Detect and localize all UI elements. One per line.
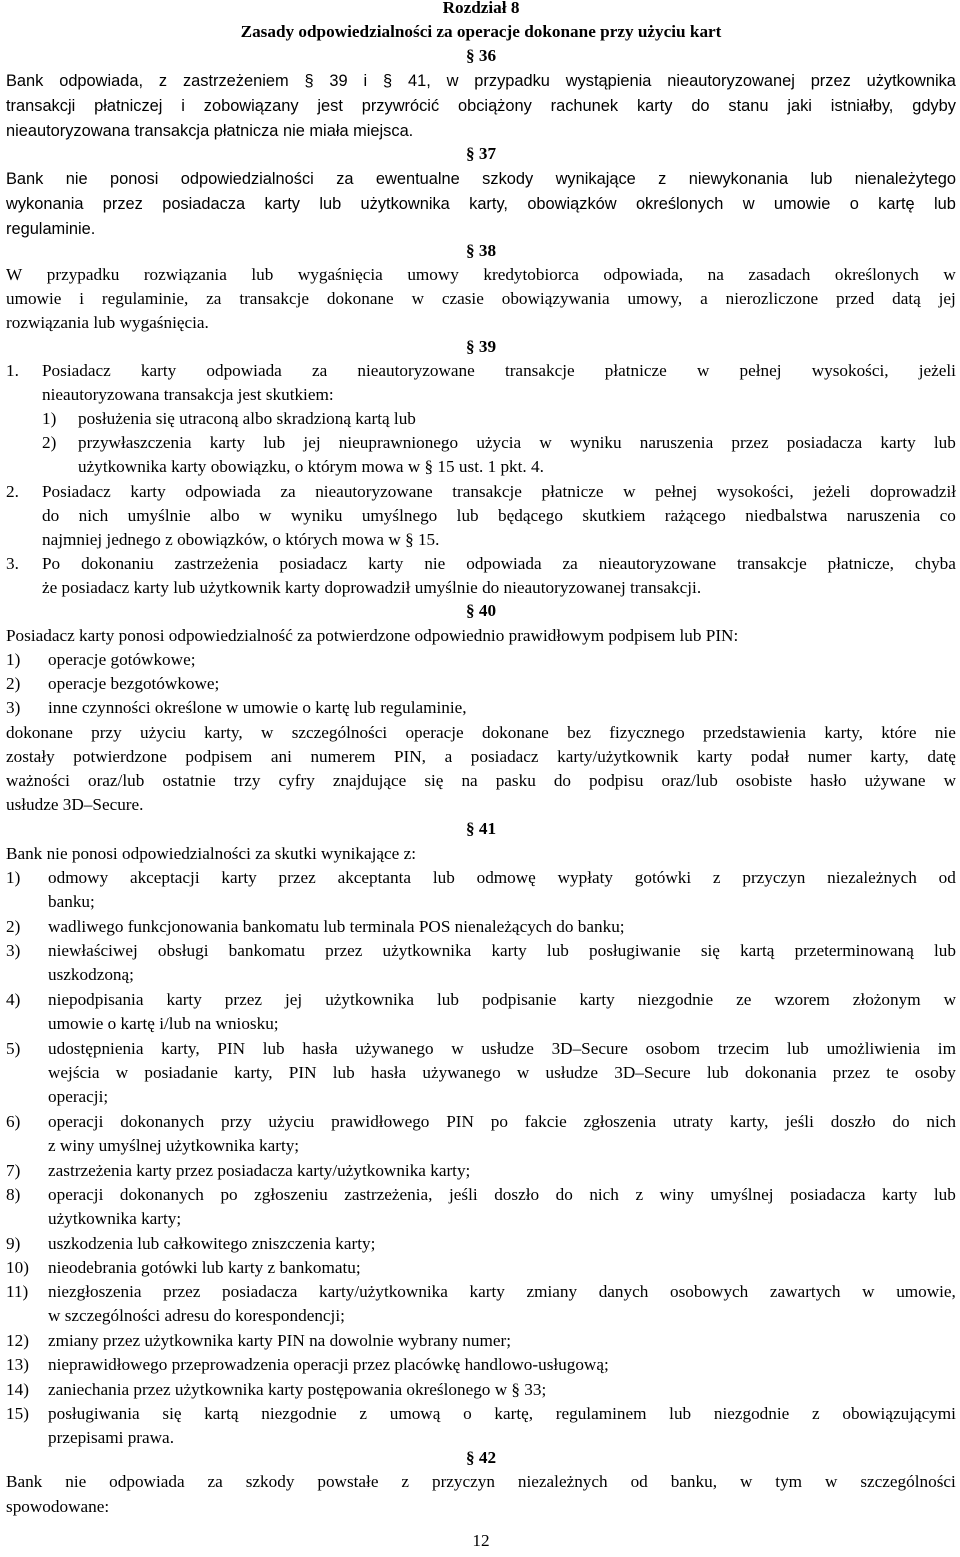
section-37-line: wykonania przez posiadacza karty lub użytkownika karty, obowiązków określonych w umowie o kartę lub bbox=[6, 195, 956, 213]
item-text: uszkodzenia lub całkowitego zniszczenia karty; bbox=[48, 1234, 376, 1253]
point-1-item-2 bbox=[42, 432, 956, 456]
section-36-heading: § 36 bbox=[465, 46, 497, 65]
item-number: 1) bbox=[42, 409, 57, 428]
section-42-heading: § 42 bbox=[465, 1448, 497, 1467]
section-41-item bbox=[6, 1233, 376, 1257]
point-number: 2. bbox=[6, 482, 19, 501]
item-number: 14) bbox=[6, 1380, 29, 1399]
section-40-outro-line: usłudze 3D–Secure. bbox=[6, 795, 144, 814]
section-41-item bbox=[6, 1354, 609, 1378]
item-number: 5) bbox=[6, 1039, 21, 1058]
item-number: 10) bbox=[6, 1258, 29, 1277]
point-1-line: nieautoryzowana transakcja jest skutkiem: bbox=[42, 385, 334, 404]
item-number: 8) bbox=[6, 1185, 21, 1204]
section-37-line: Bank nie ponosi odpowiedzialności za ewentualne szkody wynikające z niewykonania lub nienależytego bbox=[6, 170, 956, 188]
point-number: 1. bbox=[6, 361, 19, 380]
section-38-line: rozwiązania lub wygaśnięcia. bbox=[6, 313, 209, 332]
item-text: operacji dokonanych po zgłoszeniu zastrzeżenia, jeśli doszło do nich z winy umyślnej posiadacza karty lub bbox=[48, 1185, 956, 1204]
item-text: udostępnienia karty, PIN lub hasła używanego w usłudze 3D–Secure osobom trzecim lub umożliwienia im bbox=[48, 1039, 956, 1058]
item-text: niezgłoszenia przez posiadacza karty/użytkownika karty zmiany danych osobowych zawartych w umowie, bbox=[48, 1282, 956, 1301]
page-number: 12 bbox=[472, 1531, 490, 1550]
section-40-outro-line: ważności oraz/lub ostatnie trzy cyfry znajdujące się na pasku do podpisu oraz/lub osobiste hasło używane w bbox=[6, 771, 956, 790]
section-38-line: umowie i regulaminie, za transakcje dokonane w czasie obowiązywania umowy, a nierozliczone przed datą jej bbox=[6, 289, 956, 308]
item-text: banku; bbox=[48, 892, 95, 911]
item-number: 3) bbox=[6, 941, 21, 960]
item-number: 4) bbox=[6, 990, 21, 1009]
section-41-item bbox=[6, 989, 956, 1013]
section-40-intro: Posiadacz karty ponosi odpowiedzialność za potwierdzone odpowiednio prawidłowym podpisem lub PIN: bbox=[6, 626, 739, 645]
section-38-line: W przypadku rozwiązania lub wygaśnięcia umowy kredytobiorca odpowiada, na zasadach określonych w bbox=[6, 265, 956, 284]
section-37-line: regulaminie. bbox=[6, 220, 96, 238]
section-41-intro: Bank nie ponosi odpowiedzialności za skutki wynikające z: bbox=[6, 844, 417, 863]
section-41-item bbox=[6, 1403, 956, 1427]
item-text: w szczególności adresu do korespondencji; bbox=[48, 1306, 345, 1325]
chapter-subtitle: Zasady odpowiedzialności za operacje dokonane przy użyciu kart bbox=[240, 22, 722, 41]
section-41-item bbox=[6, 1160, 471, 1184]
section-41-item bbox=[6, 1111, 956, 1135]
item-text: nieprawidłowego przeprowadzenia operacji przez placówkę handlowo-usługową; bbox=[48, 1355, 609, 1374]
item-text: uszkodzoną; bbox=[48, 965, 134, 984]
item-text: przepisami prawa. bbox=[48, 1428, 174, 1447]
point-1-item-1 bbox=[42, 408, 416, 432]
item-number: 1) bbox=[6, 868, 21, 887]
section-41-item bbox=[6, 916, 625, 940]
point-number: 3. bbox=[6, 554, 19, 573]
section-sign-icon: § bbox=[465, 46, 479, 65]
item-text: niewłaściwej obsługi bankomatu przez użytkownika karty lub posługiwanie się kartą przeterminowaną lub bbox=[48, 941, 956, 960]
section-41-heading: § 41 bbox=[465, 819, 497, 838]
item-number: 11) bbox=[6, 1282, 29, 1301]
section-42-line: Bank nie odpowiada za szkody powstałe z przyczyn niezależnych od banku, w tym w szczególności bbox=[6, 1472, 956, 1491]
section-39-point-3 bbox=[6, 553, 956, 577]
point-2-line: do nich umyślnie albo w wyniku umyślnego lub będącego skutkiem rażącego niedbalstwa naruszenia co bbox=[42, 506, 956, 525]
section-36-line: nieautoryzowana transakcja płatnicza nie miała miejsca. bbox=[6, 122, 414, 140]
item-number: 6) bbox=[6, 1112, 21, 1131]
section-41-item bbox=[6, 1379, 547, 1403]
chapter-title: Rozdział 8 bbox=[442, 0, 520, 17]
section-40-heading: § 40 bbox=[465, 601, 497, 620]
point-1-line: Posiadacz karty odpowiada za nieautoryzowane transakcje płatnicze w pełnej wysokości, jeżeli bbox=[42, 361, 956, 380]
item-number: 2) bbox=[42, 433, 57, 452]
item-text: zmiany przez użytkownika karty PIN na dowolnie wybrany numer; bbox=[48, 1331, 511, 1350]
section-42-line: spowodowane: bbox=[6, 1497, 110, 1516]
section-40-outro-line: dokonane przy użyciu karty, w szczególności operacje dokonane bez fizycznego przedstawienia karty, które nie bbox=[6, 723, 956, 742]
item-text: odmowy akceptacji karty przez akceptanta lub odmowę wypłaty gotówki z przyczyn niezależnych od bbox=[48, 868, 956, 887]
section-41-item bbox=[6, 940, 956, 964]
item-number: 2) bbox=[6, 917, 21, 936]
section-36-line: transakcji płatniczej i zobowiązany jest przywrócić obciążony rachunek karty do stanu jaki istniałby, gdyby bbox=[6, 97, 956, 115]
item-text: z winy umyślnej użytkownika karty; bbox=[48, 1136, 300, 1155]
item-text: wadliwego funkcjonowania bankomatu lub terminala POS nienależących do banku; bbox=[48, 917, 625, 936]
point-2-line: najmniej jednego z obowiązków, o których mowa w § 15. bbox=[42, 530, 440, 549]
item-text: umowie o kartę i/lub na wniosku; bbox=[48, 1014, 279, 1033]
section-39-point-1 bbox=[6, 360, 956, 384]
item-text: nieodebrania gotówki lub karty z bankomatu; bbox=[48, 1258, 361, 1277]
point-3-line: Po dokonaniu zastrzeżenia posiadacz karty nie odpowiada za nieautoryzowane transakcje płatnicze, chyba bbox=[42, 554, 956, 573]
item-number: 13) bbox=[6, 1355, 29, 1374]
item-number: 9) bbox=[6, 1234, 21, 1253]
item-number: 12) bbox=[6, 1331, 29, 1350]
item-text-continued: użytkownika karty obowiązku, o którym mowa w § 15 ust. 1 pkt. 4. bbox=[78, 457, 544, 476]
point-3-line: że posiadacz karty lub użytkownik karty doprowadził umyślnie do nieautoryzowanej transakcji. bbox=[42, 578, 702, 597]
item-number: 7) bbox=[6, 1161, 21, 1180]
item-text: użytkownika karty; bbox=[48, 1209, 182, 1228]
item-text: posłużenia się utraconą albo skradzioną kartą lub bbox=[78, 409, 416, 428]
item-text: przywłaszczenia karty lub jej nieuprawnionego użycia w wyniku naruszenia przez posiadacza karty lub bbox=[78, 433, 956, 452]
section-41-item bbox=[6, 867, 956, 891]
item-number: 15) bbox=[6, 1404, 29, 1423]
item-text: wejścia w posiadanie karty, PIN lub hasła używanego w usłudze 3D–Secure lub dokonania przez te osoby bbox=[48, 1063, 956, 1082]
section-41-item bbox=[6, 1038, 956, 1062]
section-40-item: 1) operacje gotówkowe; bbox=[6, 650, 196, 669]
section-36-line: Bank odpowiada, z zastrzeżeniem § 39 i § 41, w przypadku wystąpienia nieautoryzowanej przez użytkownika bbox=[6, 72, 956, 90]
section-41-item bbox=[6, 1281, 956, 1305]
item-text: posługiwania się kartą niezgodnie z umową o kartę, regulaminem lub niezgodnie z obowiązującymi bbox=[48, 1404, 956, 1423]
section-37-heading: § 37 bbox=[465, 144, 497, 163]
section-40-item: 3) inne czynności określone w umowie o kartę lub regulaminie, bbox=[6, 698, 467, 717]
section-39-heading: § 39 bbox=[465, 337, 497, 356]
item-text: zaniechania przez użytkownika karty postępowania określonego w § 33; bbox=[48, 1380, 547, 1399]
item-text: operacji dokonanych przy użyciu prawidłowego PIN po fakcie zgłoszenia utraty karty, jeśli doszło do nich bbox=[48, 1112, 956, 1131]
item-text: zastrzeżenia karty przez posiadacza karty/użytkownika karty; bbox=[48, 1161, 471, 1180]
section-40-outro-line: zostały potwierdzone podpisem ani numerem PIN, a posiadacz karty/użytkownik karty podał numer karty, datę bbox=[6, 747, 956, 766]
item-text: niepodpisania karty przez jej użytkownika lub podpisanie karty niezgodnie ze wzorem złożonym w bbox=[48, 990, 956, 1009]
section-41-item bbox=[6, 1184, 956, 1208]
section-41-item bbox=[6, 1257, 361, 1281]
section-38-heading: § 38 bbox=[465, 241, 497, 260]
section-39-point-2 bbox=[6, 481, 956, 505]
item-text: operacji; bbox=[48, 1087, 109, 1106]
section-41-item bbox=[6, 1330, 511, 1354]
section-40-item: 2) operacje bezgotówkowe; bbox=[6, 674, 220, 693]
point-2-line: Posiadacz karty odpowiada za nieautoryzowane transakcje płatnicze w pełnej wysokości, jeżeli doprowadził bbox=[42, 482, 956, 501]
